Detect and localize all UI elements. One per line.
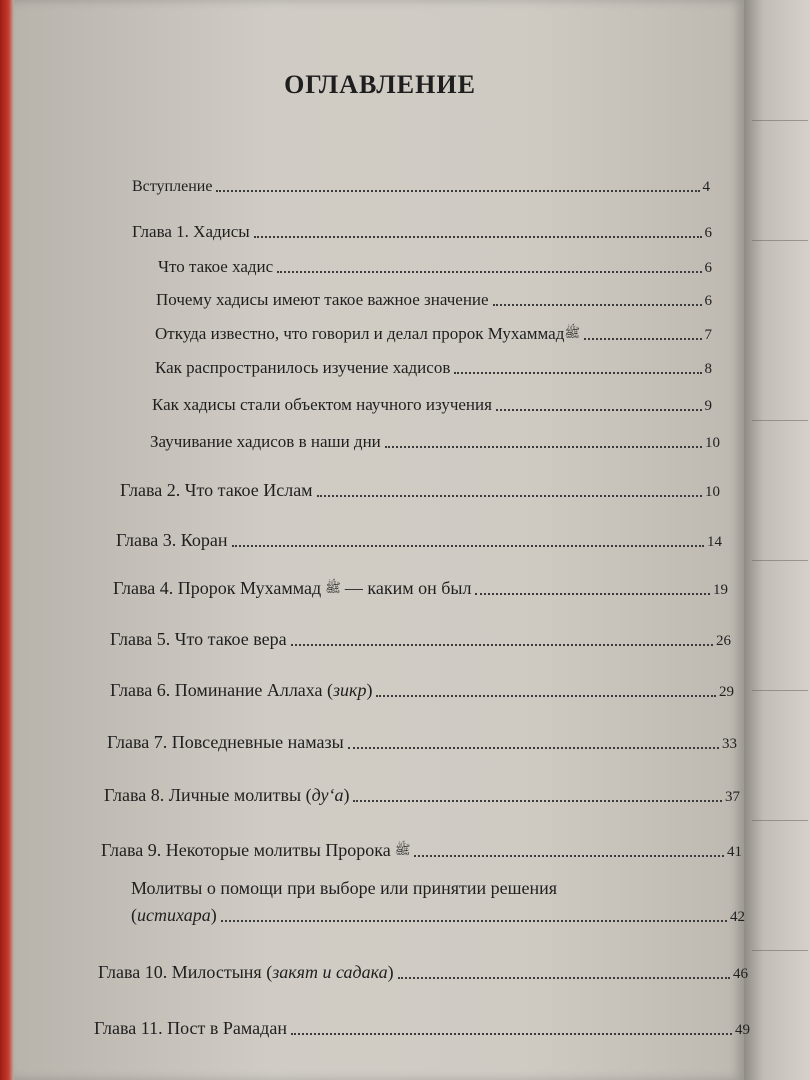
toc-entry-chapter-8[interactable] (104, 785, 740, 806)
toc-entry-chapter-3[interactable] (116, 530, 722, 551)
toc-entry-chapter-9[interactable] (101, 840, 742, 861)
salawat-mark: ﷺ (394, 842, 411, 857)
toc-page-number: 7 (704, 327, 712, 343)
toc-label-italic: зикр (333, 680, 367, 700)
toc-entry-istikhara-line2[interactable] (131, 905, 745, 926)
toc-page-number: 6 (704, 225, 712, 241)
toc-entry-intro[interactable] (132, 178, 710, 196)
toc-label: Как хадисы стали объектом научного изучения (152, 395, 492, 414)
toc-label-continued: ) (343, 785, 350, 805)
leader-dots (475, 593, 710, 595)
toc-entry-how-known[interactable] (155, 324, 712, 344)
toc-label: Глава 10. Милостыня ( (98, 962, 273, 982)
leader-dots (353, 800, 722, 802)
toc-label: Глава 4. Пророк Мухаммад (113, 578, 322, 598)
toc-label-italic: закят и садака (272, 962, 388, 982)
toc-page-number: 10 (705, 435, 720, 451)
leader-dots (291, 1033, 732, 1035)
toc-entry-chapter-7[interactable] (107, 732, 737, 753)
toc-label-continued: ) (366, 680, 373, 700)
toc-entry-chapter-6[interactable] (110, 680, 734, 701)
toc-label: Что такое хадис (158, 257, 274, 276)
page-title: ОГЛАВЛЕНИЕ (284, 70, 476, 99)
toc-label-italic: ду‘а (311, 785, 344, 805)
toc-label: Глава 7. Повседневные намазы (107, 732, 344, 752)
salawat-mark: ﷺ (325, 580, 341, 595)
toc-label: Глава 6. Поминание Аллаха ( (110, 680, 334, 700)
toc-page-number: 19 (713, 582, 728, 598)
toc-entry-spread[interactable] (155, 358, 712, 378)
toc-page-number: 37 (725, 789, 740, 805)
toc-entry-scientific-study[interactable] (152, 395, 712, 415)
toc-page-number: 14 (707, 534, 722, 550)
toc-entry-chapter-5[interactable] (110, 629, 731, 650)
toc-entry-chapter-2[interactable] (120, 480, 720, 501)
leader-dots (317, 495, 702, 497)
toc-page-number: 41 (727, 844, 742, 860)
salawat-mark: ﷺ (564, 325, 581, 340)
toc-label-continued: — каким он был (344, 578, 472, 598)
toc-label-continued: ) (387, 962, 394, 982)
toc-entry-chapter-10[interactable] (98, 962, 748, 983)
toc-entry-istikhara-line1[interactable] (131, 878, 741, 899)
toc-label: Как распространилось изучение хадисов (155, 358, 451, 377)
toc-page-number: 6 (704, 260, 712, 276)
leader-dots (398, 977, 730, 979)
toc-label: Почему хадисы имеют такое важное значение (156, 290, 489, 309)
toc-entry-what-is-hadith[interactable] (158, 257, 712, 277)
leader-dots (376, 695, 716, 697)
toc-label: Глава 2. Что такое Ислам (120, 480, 313, 500)
toc-label: Заучивание хадисов в наши дни (150, 432, 381, 451)
toc-page-number: 4 (702, 179, 710, 195)
toc-label: Глава 3. Коран (116, 530, 228, 550)
leader-dots (232, 545, 704, 547)
toc-label: Глава 5. Что такое вера (110, 629, 287, 649)
toc-label: Глава 9. Некоторые молитвы Пророка (101, 840, 391, 860)
toc-label: Молитвы о помощи при выборе или принятии решения (131, 878, 558, 898)
toc-entry-importance[interactable] (156, 290, 712, 310)
toc-label: Глава 11. Пост в Рамадан (94, 1018, 287, 1038)
leader-dots (254, 236, 702, 238)
toc-entry-chapter-11[interactable] (94, 1018, 750, 1039)
leader-dots (385, 446, 702, 448)
toc-page-number: 42 (730, 909, 745, 925)
leader-dots (496, 409, 702, 411)
toc-page-number: 8 (704, 361, 712, 377)
toc-page-number: 29 (719, 684, 734, 700)
toc-label-open: ( (131, 905, 137, 925)
leader-dots (584, 338, 701, 340)
toc-label-italic: истихара (137, 905, 211, 925)
toc-page-number: 33 (722, 736, 737, 752)
leader-dots (414, 855, 724, 857)
toc-entry-memorization[interactable] (150, 432, 720, 452)
leader-dots (221, 920, 727, 922)
leader-dots (291, 644, 713, 646)
toc-page-number: 46 (733, 966, 748, 982)
toc-page-number: 10 (705, 484, 720, 500)
toc-entry-chapter-1[interactable] (132, 222, 712, 242)
toc-label: Вступление (132, 178, 213, 195)
toc-entry-chapter-4[interactable] (113, 578, 728, 599)
leader-dots (216, 190, 699, 192)
toc-page-number: 6 (704, 293, 712, 309)
leader-dots (493, 304, 702, 306)
leader-dots (348, 747, 719, 749)
toc-page-number: 26 (716, 633, 731, 649)
toc-page-number: 9 (704, 398, 712, 414)
leader-dots (454, 372, 701, 374)
toc-label: Глава 8. Личные молитвы ( (104, 785, 312, 805)
leader-dots (277, 271, 701, 273)
toc-page-number: 49 (735, 1022, 750, 1038)
toc-label: Глава 1. Хадисы (132, 222, 250, 241)
toc-label: Откуда известно, что говорил и делал пророк Мухаммад (155, 324, 565, 343)
toc-label-continued: ) (210, 905, 217, 925)
